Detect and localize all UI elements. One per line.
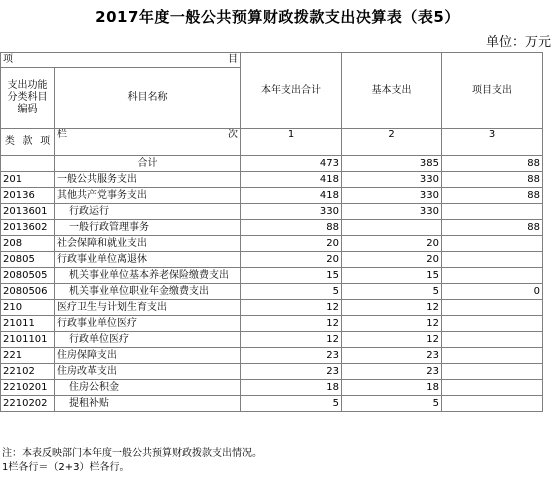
report-title: 2017年度一般公共预算财政拨款支出决算表（表5） xyxy=(95,8,460,26)
row-project xyxy=(442,332,543,348)
row-basic: 23 xyxy=(342,364,442,380)
row-name: 机关事业单位职业年金缴费支出 xyxy=(55,284,241,300)
ci-label: 次 xyxy=(228,129,238,140)
row-name: 一般公共服务支出 xyxy=(55,172,241,188)
table-row xyxy=(1,348,543,364)
row-basic: 18 xyxy=(342,380,442,396)
row-code: 2210202 xyxy=(1,396,55,412)
total-project: 88 xyxy=(442,156,543,172)
row-total: 418 xyxy=(241,188,342,204)
lan-label: 栏 xyxy=(57,129,67,140)
row-total: 12 xyxy=(241,300,342,316)
row-project: 88 xyxy=(442,220,543,236)
row-basic: 12 xyxy=(342,300,442,316)
table-row xyxy=(1,364,543,380)
row-name: 住房改革支出 xyxy=(55,364,241,380)
col-number-2: 2 xyxy=(342,129,442,156)
name-header: 科目名称 xyxy=(55,68,241,129)
row-code: 2210201 xyxy=(1,380,55,396)
row-project xyxy=(442,204,543,220)
row-basic: 12 xyxy=(342,316,442,332)
table-row xyxy=(1,252,543,268)
row-name: 一般行政管理事务 xyxy=(55,220,241,236)
table-row xyxy=(1,172,543,188)
row-project: 0 xyxy=(442,284,543,300)
row-name: 行政运行 xyxy=(55,204,241,220)
row-total: 23 xyxy=(241,364,342,380)
table-row xyxy=(1,188,543,204)
col-number-1: 1 xyxy=(241,129,342,156)
row-name: 其他共产党事务支出 xyxy=(55,188,241,204)
header-row-item xyxy=(1,53,543,68)
row-total: 418 xyxy=(241,172,342,188)
row-total: 23 xyxy=(241,348,342,364)
row-name: 行政事业单位离退休 xyxy=(55,252,241,268)
row-code: 221 xyxy=(1,348,55,364)
col-number-3: 3 xyxy=(442,129,543,156)
row-basic: 5 xyxy=(342,396,442,412)
row-code: 22102 xyxy=(1,364,55,380)
notes xyxy=(2,447,262,475)
row-code: 201 xyxy=(1,172,55,188)
row-project xyxy=(442,316,543,332)
table-row xyxy=(1,316,543,332)
row-project xyxy=(442,236,543,252)
row-name: 行政事业单位医疗 xyxy=(55,316,241,332)
table-row xyxy=(1,220,543,236)
row-basic: 23 xyxy=(342,348,442,364)
row-code: 2080506 xyxy=(1,284,55,300)
row-total: 5 xyxy=(241,284,342,300)
row-total: 5 xyxy=(241,396,342,412)
row-project xyxy=(442,300,543,316)
row-project xyxy=(442,364,543,380)
row-total: 12 xyxy=(241,332,342,348)
expenditure-table xyxy=(0,52,543,412)
row-code: 208 xyxy=(1,236,55,252)
lei-label: 类 xyxy=(4,136,15,147)
row-basic: 12 xyxy=(342,332,442,348)
row-total: 18 xyxy=(241,380,342,396)
row-basic: 330 xyxy=(342,188,442,204)
row-name: 住房保障支出 xyxy=(55,348,241,364)
header-row-numbers xyxy=(1,129,543,156)
row-name: 住房公积金 xyxy=(55,380,241,396)
lan-ci-cell xyxy=(55,129,241,156)
item-header-cell xyxy=(1,53,241,68)
row-code: 21011 xyxy=(1,316,55,332)
col-basic-header: 基本支出 xyxy=(342,53,442,129)
row-total: 20 xyxy=(241,236,342,252)
row-code: 20136 xyxy=(1,188,55,204)
table-row xyxy=(1,332,543,348)
table-row xyxy=(1,380,543,396)
row-project xyxy=(442,380,543,396)
total-total: 473 xyxy=(241,156,342,172)
row-code: 2013602 xyxy=(1,220,55,236)
code-header: 支出功能分类科目编码 xyxy=(1,68,55,129)
note-line-1: 注：本表反映部门本年度一般公共预算财政拨款支出情况。 xyxy=(2,448,262,459)
row-name: 机关事业单位基本养老保险缴费支出 xyxy=(55,268,241,284)
row-project xyxy=(442,252,543,268)
row-code: 2013601 xyxy=(1,204,55,220)
row-code: 210 xyxy=(1,300,55,316)
col-total-header: 本年支出合计 xyxy=(241,53,342,129)
row-basic xyxy=(342,220,442,236)
row-total: 20 xyxy=(241,252,342,268)
row-basic: 15 xyxy=(342,268,442,284)
table-row xyxy=(1,204,543,220)
total-label: 合计 xyxy=(55,156,241,172)
table-row xyxy=(1,396,543,412)
lei-kuan-xiang-cell xyxy=(1,129,55,156)
total-row xyxy=(1,156,543,172)
table-row xyxy=(1,284,543,300)
row-total: 15 xyxy=(241,268,342,284)
unit-label: 单位：万元 xyxy=(485,35,551,50)
item-right-label: 目 xyxy=(228,54,238,65)
row-basic: 5 xyxy=(342,284,442,300)
row-name: 社会保障和就业支出 xyxy=(55,236,241,252)
row-code: 2080505 xyxy=(1,268,55,284)
row-basic: 20 xyxy=(342,252,442,268)
row-name: 医疗卫生与计划生育支出 xyxy=(55,300,241,316)
row-basic: 330 xyxy=(342,172,442,188)
kuan-label: 款 xyxy=(22,136,33,147)
row-basic: 330 xyxy=(342,204,442,220)
row-code: 2101101 xyxy=(1,332,55,348)
row-basic: 20 xyxy=(342,236,442,252)
table-row xyxy=(1,300,543,316)
row-total: 12 xyxy=(241,316,342,332)
col-project-header: 项目支出 xyxy=(442,53,543,129)
row-name: 提租补贴 xyxy=(55,396,241,412)
row-total: 330 xyxy=(241,204,342,220)
row-project: 88 xyxy=(442,188,543,204)
row-project xyxy=(442,348,543,364)
xiang-label: 项 xyxy=(40,136,51,147)
table-row xyxy=(1,236,543,252)
total-code-cell xyxy=(1,156,55,172)
row-project xyxy=(442,268,543,284)
row-code: 20805 xyxy=(1,252,55,268)
row-name: 行政单位医疗 xyxy=(55,332,241,348)
total-basic: 385 xyxy=(342,156,442,172)
row-project: 88 xyxy=(442,172,543,188)
item-left-label: 项 xyxy=(3,54,13,65)
row-total: 88 xyxy=(241,220,342,236)
row-project xyxy=(442,396,543,412)
table-row xyxy=(1,268,543,284)
note-line-2: 1栏各行＝（2+3）栏各行。 xyxy=(2,462,130,473)
